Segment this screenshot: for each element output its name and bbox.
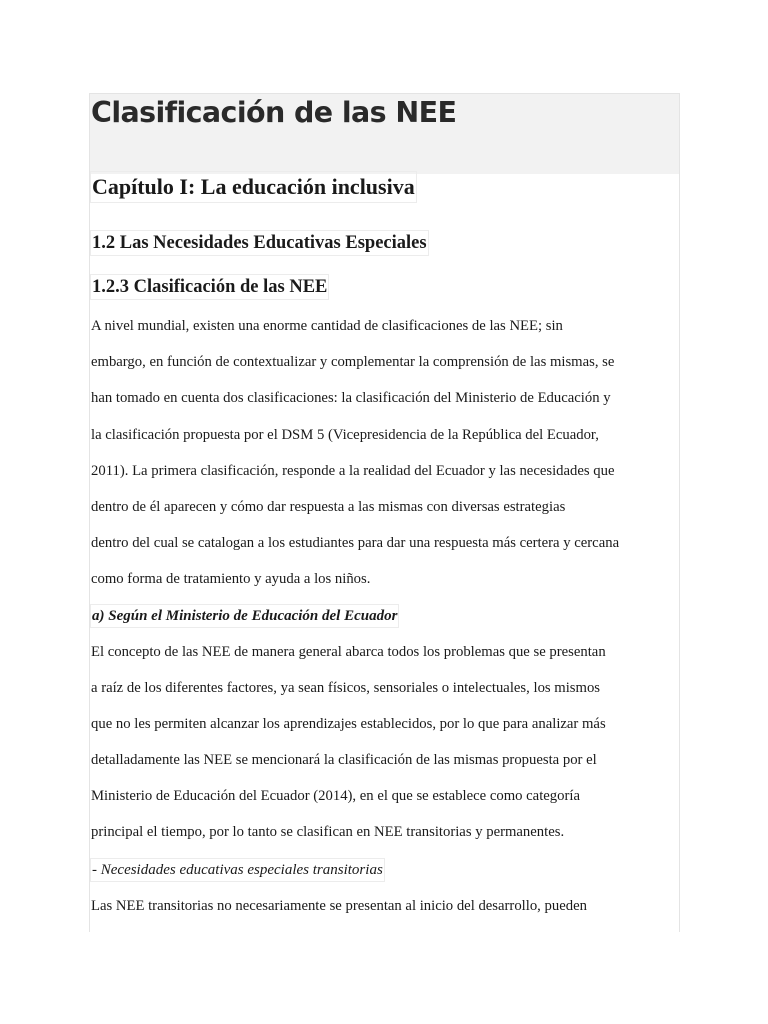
paragraph-line: dentro del cual se catalogan a los estudiantes para dar una respuesta más certera y cercana (91, 535, 620, 551)
paragraph-line: principal el tiempo, por lo tanto se clasifican en NEE transitorias y permanentes. (91, 824, 565, 840)
document-page (89, 93, 680, 932)
paragraph-line: Ministerio de Educación del Ecuador (2014), en el que se establece como categoría (91, 788, 580, 804)
paragraph-line: embargo, en función de contextualizar y complementar la comprensión de las mismas, se (91, 354, 615, 370)
paragraph-line: 2011). La primera clasificación, responde a la realidad del Ecuador y las necesidades que (91, 463, 615, 479)
paragraph-line: detalladamente las NEE se mencionará la clasificación de las mismas propuesta por el (91, 752, 597, 768)
paragraph-line: dentro de él aparecen y cómo dar respuesta a las mismas con diversas estrategias (91, 499, 566, 515)
document-title: Clasificación de las NEE (91, 96, 457, 129)
paragraph-line: la clasificación propuesta por el DSM 5 (Vicepresidencia de la República del Ecuador, (91, 427, 599, 443)
paragraph-line: El concepto de las NEE de manera general abarca todos los problemas que se presentan (91, 644, 606, 660)
paragraph-line: han tomado en cuenta dos clasificaciones: la clasificación del Ministerio de Educación y (91, 390, 611, 406)
heading-ministerio: a) Según el Ministerio de Educación del Ecuador (90, 604, 399, 628)
heading-transitorias: - Necesidades educativas especiales transitorias (90, 858, 385, 882)
section-heading: 1.2 Las Necesidades Educativas Especiales (90, 230, 429, 256)
paragraph-line: a raíz de los diferentes factores, ya sean físicos, sensoriales o intelectuales, los mismos (91, 680, 601, 696)
paragraph-line: como forma de tratamiento y ayuda a los niños. (91, 571, 371, 587)
chapter-heading: Capítulo I: La educación inclusiva (90, 171, 417, 203)
subsection-heading: 1.2.3 Clasificación de las NEE (90, 274, 329, 300)
paragraph-line: Las NEE transitorias no necesariamente se presentan al inicio del desarrollo, pueden (91, 898, 587, 914)
paragraph-line: A nivel mundial, existen una enorme cantidad de clasificaciones de las NEE; sin (91, 318, 563, 334)
paragraph-line: que no les permiten alcanzar los aprendizajes establecidos, por lo que para analizar más (91, 716, 606, 732)
